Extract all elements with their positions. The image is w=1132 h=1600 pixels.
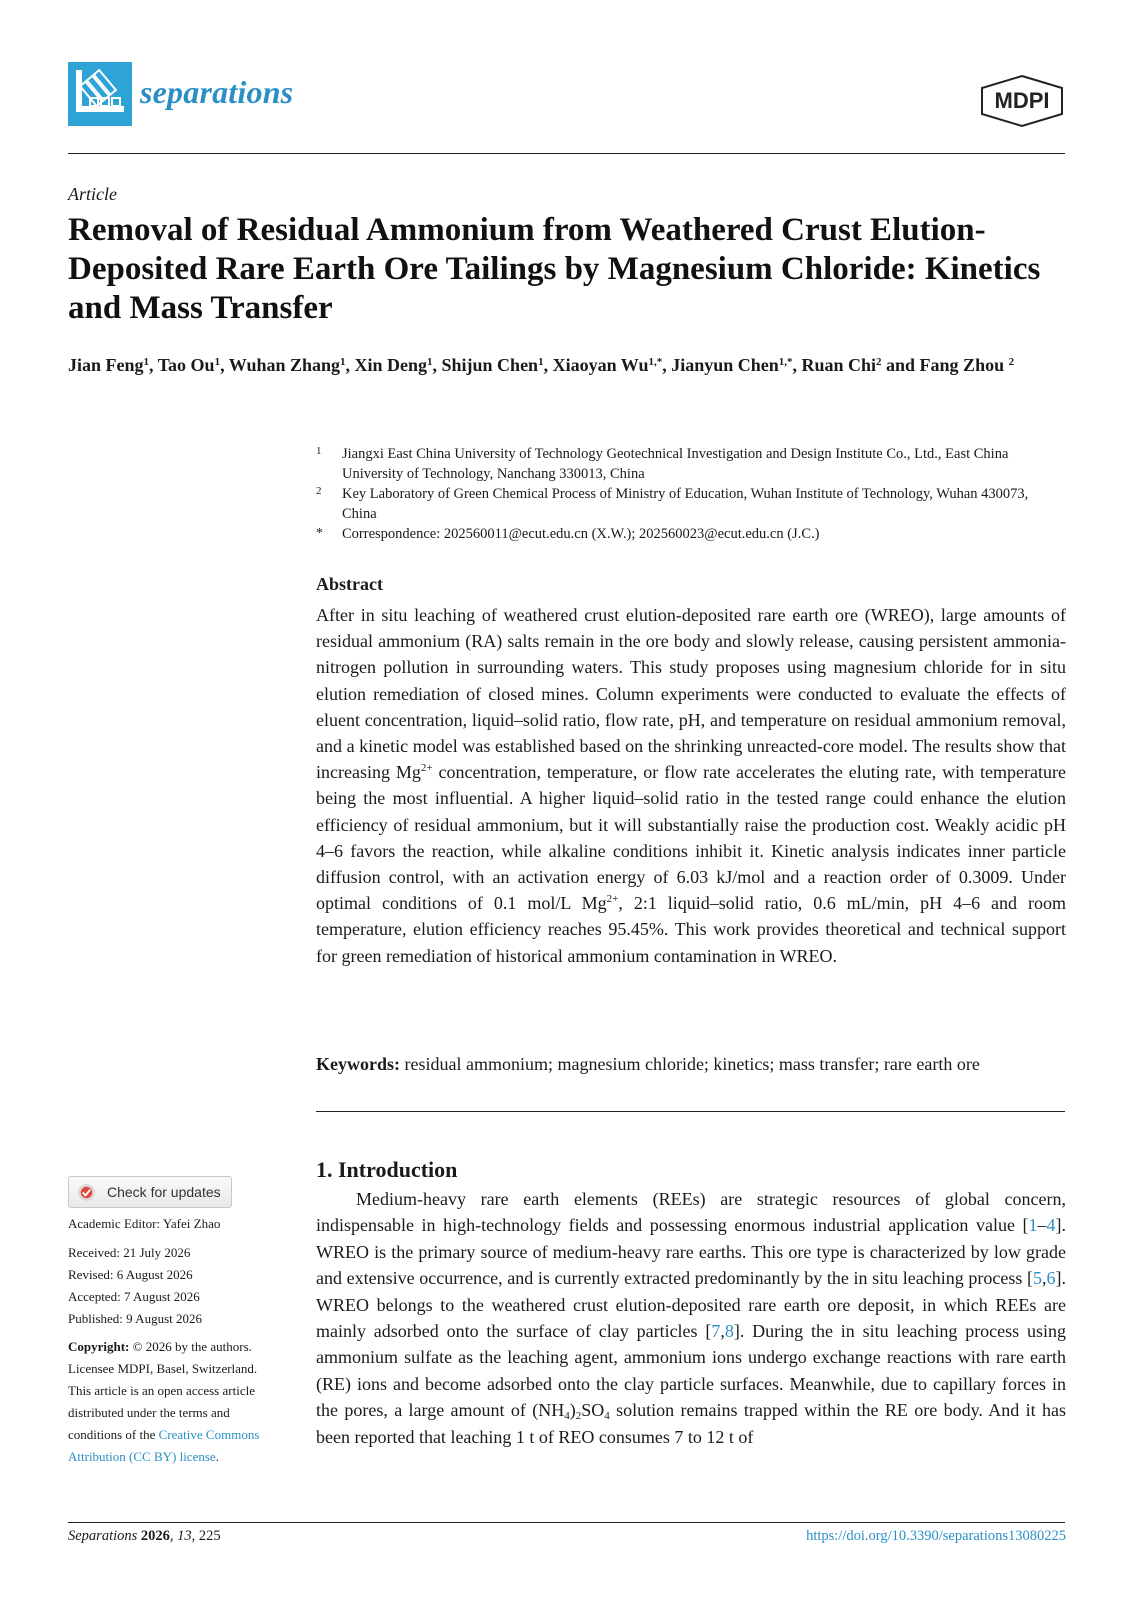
author-affiliation-mark: 1 [538,356,544,368]
body-text: ]. WREO is the primary source of medium-heavy rare earths. This ore type is characterized by low grade and extensive occurrence, and is currently extracted predominantly by the in situ leaching process [ [316,1215,1066,1289]
affiliation-text: Jiangxi East China University of Technology Geotechnical Investigation and Design Institute Co., Ltd., East China University of Technology, Nanchang 330013, China [342,446,1009,482]
citation-link[interactable]: 6 [1046,1268,1056,1289]
doi-link[interactable]: https://doi.org/10.3390/separations13080225 [806,1528,1066,1544]
affiliation-mark: 1 [316,445,322,457]
footer-volume: , 13 [169,1528,192,1544]
subscript: 4 [564,1410,570,1423]
superscript: 2+ [420,762,433,775]
copyright-label: Copyright: [68,1339,130,1354]
abstract-text: After in situ leaching of weathered crust elution-deposited rare earth ore (WREO), large amounts of residual ammonium (RA) salts remain in the ore body and slowly release, causing persistent ammonia-nitrogen pollution in surrounding waters. This study proposes using magnesium chloride for in situ elution remediation of closed mines. Column experiments were conducted to evaluate the effects of eluent concentration, liquid–solid ratio, flow rate, pH, and temperature on residual ammonium removal, and a kinetic model was established based on the shrinking unreacted-core model. The results show that increasing Mg [316,605,1066,783]
abstract-text: concentration, temperature, or flow rate accelerates the eluting rate, with temperature being the most influential. A higher liquid–solid ratio in the tested range could enhance the elution efficiency of residual ammonium, but it will substantially raise the production cost. Weakly acidic pH 4–6 favors the reaction, while alkaline conditions inhibit it. Kinetic analysis indicates inner particle diffusion control, with an activation energy of 6.03 kJ/mol and a reaction order of 0.3009. Under optimal conditions of 0.1 mol/L Mg [316,762,1066,914]
copyright-text: © 2026 by the authors. [129,1339,252,1354]
author-affiliation-mark: 2 [1008,356,1015,368]
subscript: 2 [575,1410,582,1423]
article-title: Removal of Residual Ammonium from Weathered Crust Elution-Deposited Rare Earth Ore Tailings by Magnesium Chloride: Kinetics and Mass Transfer [68,212,1041,326]
mdpi-logo-icon[interactable] [978,74,1066,128]
citation-link[interactable]: 8 [724,1321,734,1342]
received-date: Received: 21 July 2026 [68,1245,191,1260]
introduction-body [316,1186,1066,1450]
author[interactable]: Xin Deng [354,355,428,375]
affiliation-item [316,484,1066,524]
published-date: Published: 9 August 2026 [68,1311,202,1326]
copyright-text: This article is an open access article [68,1383,255,1398]
body-text: ) [569,1400,576,1421]
author-affiliation-mark: 2 [876,356,882,368]
correspondence-mark: * [316,526,323,541]
license-link[interactable]: Attribution (CC BY) license [68,1449,216,1464]
section-heading-introduction: 1. Introduction [316,1157,458,1182]
keywords-text: residual ammonium; magnesium chloride; kinetics; mass transfer; rare earth ore [404,1054,980,1074]
journal-logo [68,62,132,126]
citation-link[interactable]: 1 [1028,1215,1038,1236]
author-separator: , [543,355,553,375]
author-separator: , [792,355,802,375]
revised-date: Revised: 6 August 2026 [68,1267,193,1282]
copyright-text-part: conditions of the [68,1427,159,1442]
publisher-name: MDPI [994,88,1050,113]
academic-editor: Academic Editor: Yafei Zhao [68,1216,221,1231]
footer-journal: Separations [68,1528,138,1544]
author[interactable]: Tao Ou [157,355,215,375]
header-divider [68,153,1065,154]
body-text: SO [581,1400,605,1421]
copyright-text [68,1446,219,1468]
author-affiliation-mark: 1,* [778,356,793,368]
copyright-text-part: . [215,1449,219,1464]
abstract-text: , 2:1 liquid–solid ratio, 0.6 mL/min, pH 4–6 and room temperature, elution efficiency reaches 95.45%. This work provides theoretical and technical support for green remediation of historical ammonium contamination in WREO. [316,893,1066,966]
journal-logo-icon [68,62,132,126]
correspondence-text[interactable]: Correspondence: 202560011@ecut.edu.cn (X.W.); 202560023@ecut.edu.cn (J.C.) [342,526,820,542]
author[interactable]: Ruan Chi [801,355,877,375]
subscript: 4 [604,1410,610,1423]
check-updates-label: Check for updates [107,1184,221,1200]
abstract-heading: Abstract [316,574,383,594]
citation-info [68,1528,221,1545]
author-separator: , [345,355,355,375]
author[interactable]: Shijun Chen [441,355,539,375]
author-separator: , [220,355,229,375]
body-text: – [1037,1215,1047,1236]
article-type: Article [68,184,117,204]
author-list [68,352,1068,379]
affiliation-text: Key Laboratory of Green Chemical Process of Ministry of Education, Wuhan Institute of Technology, Wuhan 430073, China [342,486,1029,522]
author-affiliation-mark: 1 [340,356,346,368]
author[interactable]: Wuhan Zhang [228,355,340,375]
author-affiliation-mark: 1 [143,356,150,368]
author-separator: , [149,355,158,375]
author-affiliation-mark: 1 [427,356,433,368]
footer-year: 2026 [137,1528,170,1544]
author[interactable]: Xiaoyan Wu [552,355,649,375]
journal-name[interactable]: separations [140,74,294,110]
check-for-updates-button[interactable] [68,1176,232,1208]
copyright-text [68,1424,259,1446]
accepted-date: Accepted: 7 August 2026 [68,1289,200,1304]
author[interactable]: Jian Feng [68,355,144,375]
keywords [316,1051,1076,1077]
body-text: ]. During the in situ leaching process using ammonium sulfate as the leaching agent, ammonium ions undergo exchange reactions with rare earth (RE) ions and become adsorbed onto the clay particle surfaces. Meanwhile, due to capillary forces in the pores, a large amount of (NH [316,1321,1066,1421]
copyright-text: Licensee MDPI, Basel, Switzerland. [68,1361,258,1376]
body-text: ]. WREO belongs to the weathered crust elution-deposited rare earth ore deposit, in which REEs are mainly adsorbed onto the surface of clay particles [ [316,1268,1066,1342]
author-affiliation-mark: 1 [214,356,221,368]
copyright-notice [68,1336,252,1358]
keywords-label: Keywords: [316,1054,400,1074]
citation-link[interactable]: 7 [711,1321,721,1342]
author-separator: , [432,355,442,375]
footer-divider [68,1522,1065,1523]
body-text: , [720,1321,725,1342]
correspondence-item [316,524,1066,544]
affiliation-mark: 2 [316,485,322,497]
body-text: Medium-heavy rare earth elements (REEs) are strategic resources of global concern, indispensable in high-technology fields and possessing enormous industrial application value [ [316,1189,1066,1236]
affiliations [316,444,1066,544]
body-text: solution remains trapped within the RE ore body. And it has been reported that leaching 1 t of REO consumes 7 to 12 t of [316,1400,1066,1447]
license-link[interactable]: Creative Commons [158,1427,260,1442]
abstract-body [316,602,1066,969]
author-affiliation-mark: 1,* [648,356,663,368]
abstract-divider [316,1111,1065,1112]
body-text: , [1042,1268,1047,1289]
check-updates-icon [77,1183,96,1202]
superscript: 2+ [606,893,619,906]
author-separator: , [662,355,672,375]
footer-article-number: , 225 [191,1528,221,1544]
author[interactable]: Jianyun Chen [671,355,779,375]
author[interactable]: and Fang Zhou [886,355,1005,375]
affiliation-item [316,444,1066,484]
copyright-text: distributed under the terms and [68,1405,230,1420]
citation-link[interactable]: 4 [1046,1215,1056,1236]
citation-link[interactable]: 5 [1033,1268,1042,1289]
